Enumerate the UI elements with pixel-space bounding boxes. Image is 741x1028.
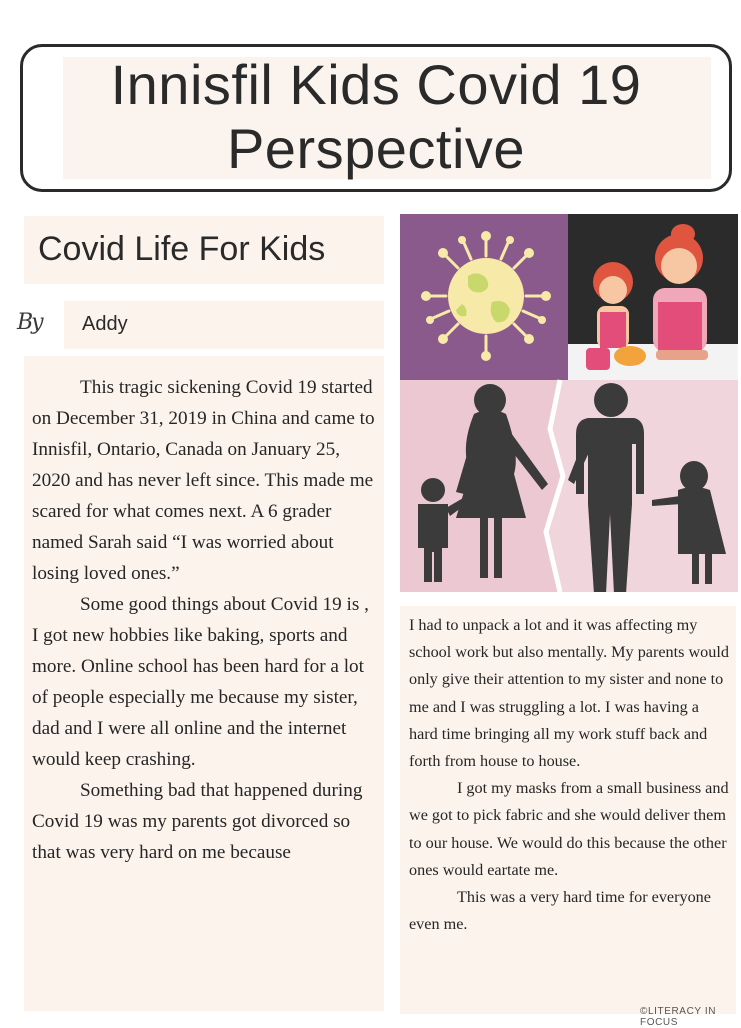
paragraph: This was a very hard time for everyone even me.	[409, 888, 711, 934]
byline-mark: By	[17, 310, 42, 335]
page-title	[23, 53, 729, 181]
covid-illustration	[400, 214, 738, 592]
copyright-mark: ©LITERACY IN FOCUS	[640, 1006, 717, 1028]
virus-panel	[400, 214, 568, 380]
paragraph: I had to unpack a lot and it was affecting my school work but also mentally. My parents would only give their attention to my sister and none to me and I was struggling a lot. I was having a hard time bringing all my work stuff back and forth from house to house.	[409, 616, 729, 771]
paragraph: I got my masks from a small business and we got to pick fabric and she would deliver them to our house. We would do this because the other ones would eartate me.	[409, 779, 729, 879]
divorce-family-panel	[400, 380, 738, 592]
article-headline: Covid Life For Kids	[38, 230, 326, 268]
paragraph: Something bad that happened during Covid 19 was my parents got divorced so that was very hard on me because	[32, 780, 363, 863]
baking-panel	[568, 214, 738, 380]
paragraph: This tragic sickening Covid 19 started on December 31, 2019 in China and came to Innisfil, Ontario, Canada on January 25, 2020 and has never left since. This made me scared for what comes next. A 6 grader named Sarah said “I was worried about losing loved ones.”	[32, 377, 375, 584]
virus-icon	[421, 231, 551, 361]
byline-author: Addy	[82, 313, 128, 335]
article-column-right	[409, 612, 731, 938]
article-column-left	[32, 372, 378, 868]
paragraph: Some good things about Covid 19 is , I got new hobbies like baking, sports and more. Online school has been hard for a lot of people especially me because my sister, dad and I were all online and the internet would keep crashing.	[32, 594, 369, 770]
title-line-2: Perspective	[226, 117, 526, 180]
title-banner	[20, 44, 732, 192]
title-line-1: Innisfil Kids Covid 19	[110, 53, 642, 116]
